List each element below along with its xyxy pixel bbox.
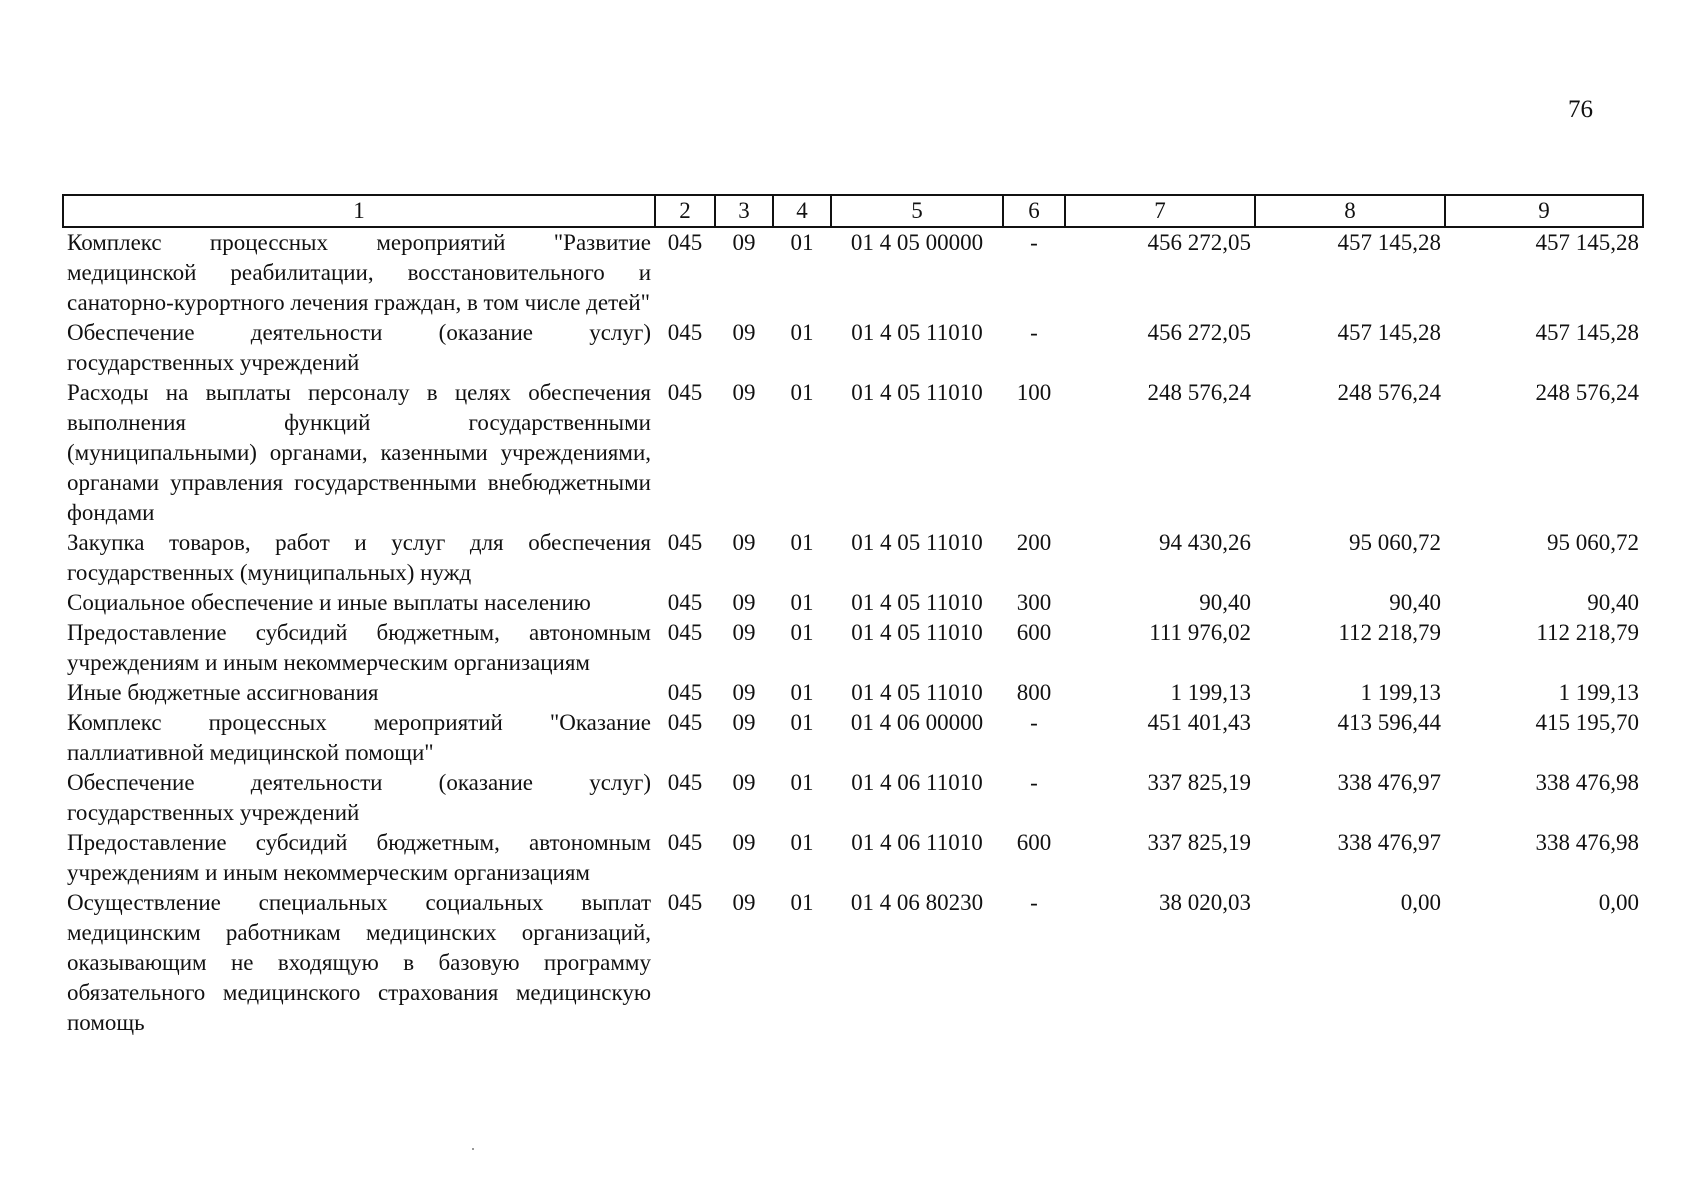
row-amount-col8: 90,40 <box>1389 590 1441 615</box>
row-target-article: 01 4 05 11010 <box>851 680 983 705</box>
table-row <box>63 678 1643 708</box>
row-ministry-code: 045 <box>667 710 703 735</box>
header-cell: 7 <box>1065 195 1255 227</box>
row-name: Иные бюджетные ассигнования <box>67 680 379 705</box>
row-amount-col9: 248 576,24 <box>1535 380 1639 405</box>
row-ministry-code: 045 <box>667 680 703 705</box>
row-section: 09 <box>732 710 756 735</box>
row-expense-type: 600 <box>1016 620 1052 645</box>
row-amount-col9: 1 199,13 <box>1558 680 1639 705</box>
row-amount-col7: 94 430,26 <box>1159 530 1251 555</box>
row-amount-col9: 415 195,70 <box>1535 710 1639 735</box>
row-ministry-code: 045 <box>667 890 703 915</box>
row-expense-type: 800 <box>1016 680 1052 705</box>
row-amount-col7: 337 825,19 <box>1147 830 1251 855</box>
row-amount-col7: 451 401,43 <box>1147 710 1251 735</box>
row-target-article: 01 4 05 00000 <box>850 230 984 255</box>
row-amount-col9: 112 218,79 <box>1536 620 1639 645</box>
table-row <box>63 528 1643 588</box>
row-target-article: 01 4 06 00000 <box>850 710 984 735</box>
row-subsection: 01 <box>790 380 814 405</box>
row-amount-col8: 1 199,13 <box>1360 680 1441 705</box>
row-amount-col9: 457 145,28 <box>1535 320 1639 345</box>
row-section: 09 <box>732 770 756 795</box>
row-subsection: 01 <box>790 710 814 735</box>
row-amount-col7: 456 272,05 <box>1147 320 1251 345</box>
row-subsection: 01 <box>790 620 814 645</box>
row-expense-type: 300 <box>1016 590 1052 615</box>
row-section: 09 <box>732 590 756 615</box>
row-amount-col8: 413 596,44 <box>1337 710 1441 735</box>
row-amount-col8: 248 576,24 <box>1337 380 1441 405</box>
row-expense-type: 100 <box>1016 380 1052 405</box>
table-row <box>63 888 1643 1038</box>
row-subsection: 01 <box>790 680 814 705</box>
row-section: 09 <box>732 620 756 645</box>
scan-artifact-dot <box>472 1148 474 1150</box>
row-amount-col9: 338 476,98 <box>1535 830 1639 855</box>
row-target-article: 01 4 06 11010 <box>851 830 983 855</box>
table-row <box>63 378 1643 528</box>
row-section: 09 <box>732 230 756 255</box>
row-target-article: 01 4 05 11010 <box>851 590 983 615</box>
table-row <box>63 318 1643 378</box>
row-amount-col9: 457 145,28 <box>1535 230 1639 255</box>
row-name: Предоставление субсидий бюджетным, автономным учреждениям и иным некоммерческим организациям <box>67 620 651 675</box>
row-target-article: 01 4 05 11010 <box>851 620 983 645</box>
row-subsection: 01 <box>790 320 814 345</box>
row-amount-col7: 1 199,13 <box>1170 680 1251 705</box>
row-name: Комплекс процессных мероприятий "Развитие медицинской реабилитации, восстановительного и санаторно-курортного лечения граждан, в том числе детей" <box>67 230 651 315</box>
row-amount-col8: 338 476,97 <box>1337 770 1441 795</box>
header-row <box>63 195 1643 227</box>
row-target-article: 01 4 06 80230 <box>850 890 984 915</box>
row-subsection: 01 <box>790 770 814 795</box>
row-ministry-code: 045 <box>667 230 703 255</box>
row-name: Закупка товаров, работ и услуг для обеспечения государственных (муниципальных) нужд <box>67 530 651 585</box>
row-expense-type: - <box>1030 890 1038 915</box>
row-name: Обеспечение деятельности (оказание услуг) государственных учреждений <box>67 320 651 375</box>
header-cell: 5 <box>831 195 1003 227</box>
row-amount-col8: 112 218,79 <box>1338 620 1441 645</box>
row-name: Обеспечение деятельности (оказание услуг) государственных учреждений <box>67 770 651 825</box>
row-target-article: 01 4 06 11010 <box>851 770 983 795</box>
row-section: 09 <box>732 530 756 555</box>
row-ministry-code: 045 <box>667 620 703 645</box>
budget-table <box>62 194 1644 1038</box>
header-cell: 2 <box>655 195 715 227</box>
row-amount-col7: 456 272,05 <box>1147 230 1251 255</box>
header-cell: 3 <box>715 195 773 227</box>
row-section: 09 <box>732 320 756 345</box>
row-expense-type: 600 <box>1016 830 1052 855</box>
header-cell: 4 <box>773 195 831 227</box>
row-expense-type: - <box>1030 710 1038 735</box>
row-ministry-code: 045 <box>667 380 703 405</box>
row-amount-col9: 95 060,72 <box>1547 530 1639 555</box>
row-ministry-code: 045 <box>667 770 703 795</box>
row-name: Социальное обеспечение и иные выплаты населению <box>67 590 591 615</box>
row-amount-col8: 338 476,97 <box>1337 830 1441 855</box>
row-section: 09 <box>732 830 756 855</box>
row-amount-col7: 90,40 <box>1199 590 1251 615</box>
row-amount-col8: 95 060,72 <box>1349 530 1441 555</box>
header-cell: 6 <box>1003 195 1065 227</box>
row-expense-type: - <box>1030 770 1038 795</box>
row-name: Предоставление субсидий бюджетным, автономным учреждениям и иным некоммерческим организациям <box>67 830 651 885</box>
row-subsection: 01 <box>790 830 814 855</box>
row-amount-col9: 338 476,98 <box>1535 770 1639 795</box>
header-cell: 8 <box>1255 195 1445 227</box>
row-target-article: 01 4 05 11010 <box>851 380 983 405</box>
table-row <box>63 618 1643 678</box>
table-row <box>63 227 1643 318</box>
row-ministry-code: 045 <box>667 530 703 555</box>
row-amount-col7: 38 020,03 <box>1159 890 1251 915</box>
header-cell: 1 <box>63 195 655 227</box>
header-cell: 9 <box>1445 195 1643 227</box>
row-section: 09 <box>732 680 756 705</box>
row-subsection: 01 <box>790 590 814 615</box>
row-ministry-code: 045 <box>667 320 703 345</box>
row-amount-col7: 248 576,24 <box>1147 380 1251 405</box>
row-section: 09 <box>732 380 756 405</box>
row-name: Осуществление специальных социальных выплат медицинским работникам медицинских организаций, оказывающим не входящую в базовую программу обязательного медицинского страхования медицинскую помощь <box>67 890 651 1035</box>
row-amount-col9: 90,40 <box>1587 590 1639 615</box>
row-amount-col8: 457 145,28 <box>1337 320 1441 345</box>
table-row <box>63 768 1643 828</box>
row-target-article: 01 4 05 11010 <box>851 530 983 555</box>
row-expense-type: - <box>1030 320 1038 345</box>
row-name: Комплекс процессных мероприятий "Оказание паллиативной медицинской помощи" <box>67 710 651 765</box>
row-target-article: 01 4 05 11010 <box>851 320 983 345</box>
table-row <box>63 828 1643 888</box>
row-subsection: 01 <box>790 530 814 555</box>
table-row <box>63 588 1643 618</box>
page-number: 76 <box>1568 96 1593 123</box>
row-name: Расходы на выплаты персоналу в целях обеспечения выполнения функций государственными (муниципальными) органами, казенными учреждениями, органами управления государственными внебюджетными фондами <box>67 380 651 525</box>
row-subsection: 01 <box>790 230 814 255</box>
row-section: 09 <box>732 890 756 915</box>
row-amount-col7: 337 825,19 <box>1147 770 1251 795</box>
row-expense-type: 200 <box>1016 530 1052 555</box>
row-amount-col8: 457 145,28 <box>1337 230 1441 255</box>
row-subsection: 01 <box>790 890 814 915</box>
table-row <box>63 708 1643 768</box>
row-ministry-code: 045 <box>667 590 703 615</box>
row-amount-col9: 0,00 <box>1598 890 1639 915</box>
row-ministry-code: 045 <box>667 830 703 855</box>
row-amount-col7: 111 976,02 <box>1149 620 1251 645</box>
row-amount-col8: 0,00 <box>1400 890 1441 915</box>
row-expense-type: - <box>1030 230 1038 255</box>
